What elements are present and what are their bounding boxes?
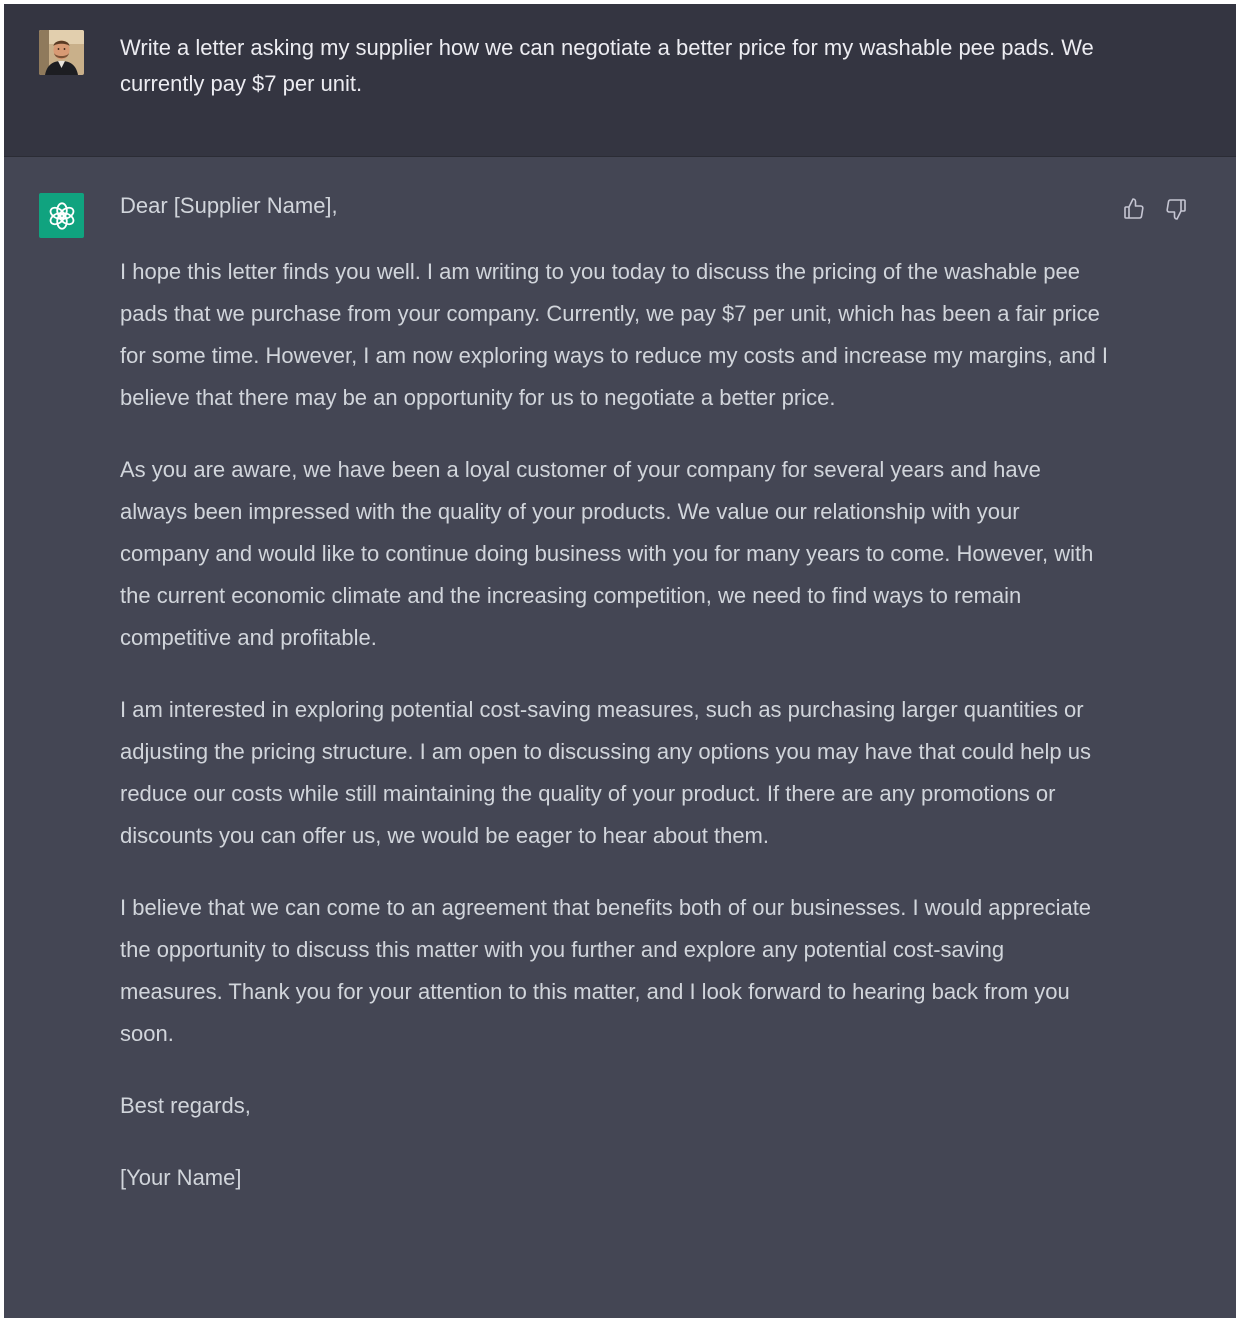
letter-paragraph-2: As you are aware, we have been a loyal customer of your company for several years and have always been impressed with the quality of your products. We value our relationship with your company and would like to continue doing business with you for many years to come. However, with the current economic climate and the increasing competition, we need to find ways to remain competitive and profitable.: [120, 457, 1094, 650]
letter-paragraph-4: I believe that we can come to an agreement that benefits both of our businesses. I would appreciate the opportunity to discuss this matter with you further and explore any potential cost-saving measures. Thank you for your attention to this matter, and I look forward to hearing back from you soon.: [120, 895, 1092, 1046]
thumbs-down-icon: [1164, 197, 1188, 221]
user-avatar-photo-icon: [39, 30, 84, 75]
letter-signature: [Your Name]: [120, 1165, 242, 1190]
letter-paragraph-1: I hope this letter finds you well. I am writing to you today to discuss the pricing of the washable pee pads that we purchase from your company. Currently, we pay $7 per unit, which has been a fair price for some time. However, I am now exploring ways to reduce my costs and increase my margins, and I believe that there may be an opportunity for us to negotiate a better price.: [120, 259, 1108, 410]
thumbs-up-icon: [1122, 197, 1146, 221]
letter-paragraph-3: I am interested in exploring potential cost-saving measures, such as purchasing larger quantities or adjusting the pricing structure. I am open to discussing any options you may have that could help us reduce our costs while still maintaining the quality of your product. If there are any promotions or discounts you can offer us, we would be eager to hear about them.: [120, 697, 1092, 848]
user-message-row: [4, 4, 1236, 157]
assistant-avatar: [39, 193, 84, 238]
assistant-message-row: [4, 157, 1236, 1318]
thumbs-up-button[interactable]: [1122, 197, 1146, 221]
user-avatar: [39, 30, 84, 75]
user-message-text: Write a letter asking my supplier how we can negotiate a better price for my washable pee pads. We currently pay $7 per unit.: [120, 35, 1094, 96]
feedback-controls: [1122, 197, 1188, 221]
chat-window: [4, 4, 1236, 1318]
thumbs-down-button[interactable]: [1164, 197, 1188, 221]
assistant-message-text: [120, 193, 1110, 1229]
letter-greeting: Dear [Supplier Name],: [120, 193, 338, 218]
openai-logo-icon: [47, 201, 77, 231]
letter-closing: Best regards,: [120, 1093, 251, 1118]
